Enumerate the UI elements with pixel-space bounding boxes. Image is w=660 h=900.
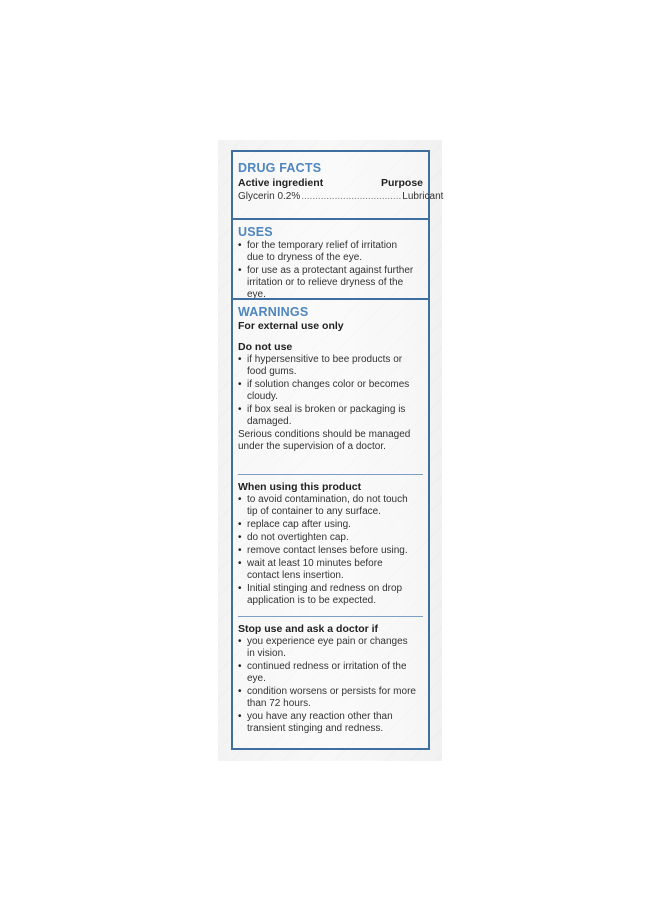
rule-stop-use: [238, 616, 423, 617]
list-item: • wait at least 10 minutes before contact lens insertion.: [238, 558, 423, 582]
uses-title: USES: [238, 225, 273, 239]
stop-use-title: Stop use and ask a doctor if: [238, 623, 379, 635]
ingredient-name: Glycerin 0.2%: [238, 191, 301, 202]
list-item: • remove contact lenses before using.: [238, 545, 423, 557]
list-item: • replace cap after using.: [238, 519, 423, 531]
list-item: • continued redness or irritation of the eye.: [238, 661, 423, 685]
list-item: • condition worsens or persists for more than 72 hours.: [238, 686, 423, 710]
drug-facts-section: [233, 161, 444, 203]
do-not-use-title: Do not use: [238, 341, 293, 353]
ingredient-leader-dots: ....................................: [301, 191, 402, 202]
external-use-label: For external use only: [238, 320, 344, 332]
when-using-list: [238, 494, 423, 607]
list-item: • you experience eye pain or changes in vision.: [238, 636, 423, 660]
list-item: • for the temporary relief of irritation due to dryness of the eye.: [238, 240, 423, 264]
do-not-use-list: [238, 354, 423, 428]
ingredient-header-row: [238, 177, 423, 189]
list-item: • if box seal is broken or packaging is damaged.: [238, 404, 423, 428]
do-not-use-note: Serious conditions should be managed under the supervision of a doctor.: [238, 429, 411, 452]
list-item: • if solution changes color or becomes cloudy.: [238, 379, 423, 403]
divider-warnings: [233, 298, 428, 300]
purpose-label: Purpose: [380, 177, 423, 189]
rule-when-using: [238, 474, 423, 475]
list-item: • Initial stinging and redness on drop application is to be expected.: [238, 583, 423, 607]
stop-use-section: [233, 623, 428, 735]
list-item: • for use as a protectant against further irritation or to relieve dryness of the eye.: [238, 265, 423, 301]
drug-facts-box: [231, 150, 444, 750]
when-using-title: When using this product: [238, 481, 362, 493]
warnings-title: WARNINGS: [238, 305, 309, 319]
ingredient-purpose: Lubricant: [402, 191, 444, 202]
uses-list: [238, 240, 423, 301]
ingredient-row: [238, 191, 444, 203]
warnings-section: [233, 305, 428, 453]
drug-facts-panel: [218, 140, 442, 761]
divider-uses: [233, 218, 428, 220]
list-item: • do not overtighten cap.: [238, 532, 423, 544]
stop-use-list: [238, 636, 423, 735]
list-item: • to avoid contamination, do not touch tip of container to any surface.: [238, 494, 423, 518]
drug-facts-title: DRUG FACTS: [238, 161, 322, 175]
when-using-section: [233, 481, 428, 607]
active-ingredient-label: Active ingredient: [238, 177, 324, 189]
list-item: • you have any reaction other than transient stinging and redness.: [238, 711, 423, 735]
list-item: • if hypersensitive to bee products or food gums.: [238, 354, 423, 378]
uses-section: [233, 225, 428, 301]
